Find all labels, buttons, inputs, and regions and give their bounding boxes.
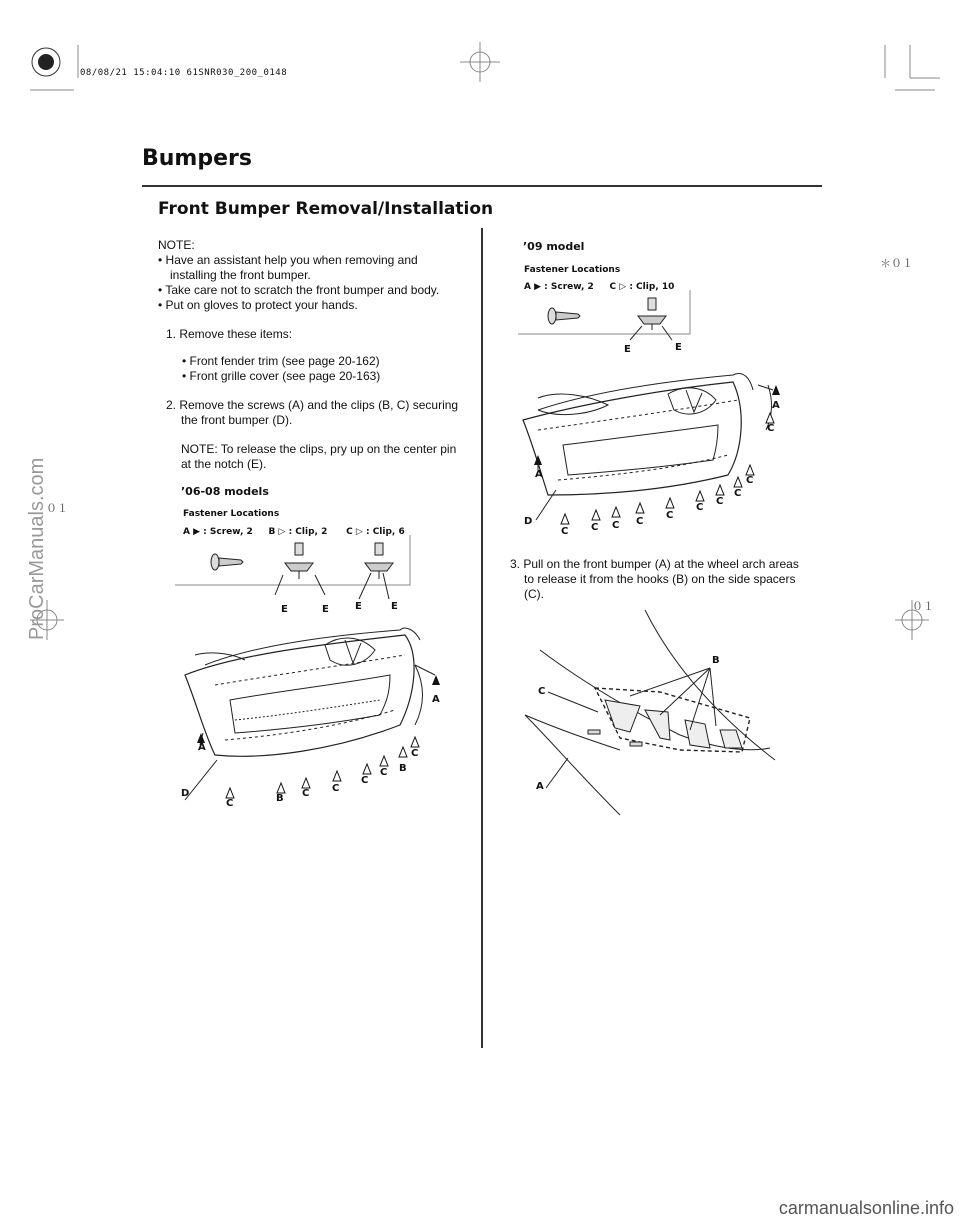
- clip-marker-icon: ▷: [619, 282, 627, 292]
- label-a: A: [535, 469, 543, 480]
- step-2-note: NOTE: To release the clips, pry up on the center pin: [181, 442, 457, 456]
- label-a: A: [536, 781, 544, 792]
- fig-0608-drawing: [175, 535, 475, 820]
- page-title: Front Bumper Removal/Installation: [158, 199, 494, 219]
- label-c: C: [411, 748, 419, 759]
- label-a: A: [198, 742, 206, 753]
- label-d: D: [181, 788, 190, 799]
- label-a: A: [432, 694, 440, 705]
- step-2-note-cont: at the notch (E).: [181, 457, 267, 471]
- note-block: [158, 238, 478, 313]
- step-3: 3. Pull on the front bumper (A) at the wheel arch areas: [510, 557, 799, 571]
- print-stamp: 08/08/21 15:04:10 61SNR030_200_0148: [80, 68, 288, 78]
- legend-b-text: : Clip, 2: [288, 527, 328, 537]
- label-c: C: [361, 775, 369, 786]
- step-1-item: • Front grille cover (see page 20-163): [182, 369, 381, 383]
- label-c: C: [746, 475, 754, 486]
- legend-b-letter: B: [268, 527, 276, 537]
- note-bullet: • Put on gloves to protect your hands.: [158, 298, 358, 312]
- column-divider: [481, 228, 483, 1048]
- fig-09-legend-title: Fastener Locations: [524, 265, 621, 275]
- label-e: E: [675, 342, 682, 353]
- legend-a-letter: A: [524, 282, 531, 292]
- step-1-item: • Front fender trim (see page 20-162): [182, 354, 380, 368]
- label-e: E: [281, 604, 288, 615]
- fig-0608-legend-title: Fastener Locations: [183, 509, 280, 519]
- step-2: 2. Remove the screws (A) and the clips (B, C) securing: [166, 398, 459, 412]
- clip-icon: [275, 543, 325, 595]
- header-rule: [142, 185, 822, 187]
- note-bullet-cont: installing the front bumper.: [170, 268, 311, 282]
- note-bullet: • Have an assistant help you when removing and: [158, 253, 418, 267]
- label-c: C: [332, 783, 340, 794]
- legend-c-text: : Clip, 6: [365, 527, 405, 537]
- label-b: B: [712, 655, 720, 666]
- screw-icon: [211, 554, 243, 570]
- margin-mark: ＊０１: [880, 257, 913, 270]
- note-label: NOTE:: [158, 238, 195, 252]
- screw-marker-icon: ▶: [534, 282, 542, 292]
- label-c: C: [696, 502, 704, 513]
- legend-a-letter: A: [183, 527, 190, 537]
- fig-09-heading: ’09 model: [523, 240, 585, 253]
- label-b: B: [276, 793, 284, 804]
- label-c: C: [734, 488, 742, 499]
- screw-icon: [548, 308, 580, 324]
- step-3-cont: to release it from the hooks (B) on the side spacers: [524, 572, 796, 586]
- note-bullet: • Take care not to scratch the front bumper and body.: [158, 283, 440, 297]
- label-e: E: [355, 601, 362, 612]
- footer-watermark: carmanualsonline.info: [778, 1198, 954, 1218]
- section-title: Bumpers: [142, 146, 252, 171]
- screw-marker-icon: ▶: [193, 527, 201, 537]
- label-c: C: [591, 522, 599, 533]
- fig-0608-heading: ’06-08 models: [181, 485, 269, 498]
- clip-marker-icon: ▷: [278, 527, 286, 537]
- fig-arch-drawing: [520, 600, 790, 820]
- label-e: E: [624, 344, 631, 355]
- label-c: C: [380, 767, 388, 778]
- side-watermark: ProCarManuals.com: [26, 457, 48, 640]
- label-c: C: [561, 526, 569, 537]
- legend-a-text: : Screw, 2: [203, 527, 253, 537]
- step-2-cont: the front bumper (D).: [181, 413, 293, 427]
- label-b: B: [399, 763, 407, 774]
- step-1: 1. Remove these items:: [166, 327, 293, 341]
- clip-icon: [359, 543, 393, 599]
- legend-c-letter: C: [609, 282, 617, 292]
- label-a: A: [772, 400, 780, 411]
- label-c: C: [716, 496, 724, 507]
- label-c: C: [636, 516, 644, 527]
- label-c: C: [767, 423, 775, 434]
- label-c: C: [226, 798, 234, 809]
- clip-marker-icon: ▷: [355, 527, 363, 537]
- label-c: C: [612, 520, 620, 531]
- label-c: C: [666, 510, 674, 521]
- label-e: E: [322, 604, 329, 615]
- margin-mark: ０１: [912, 600, 934, 613]
- label-d: D: [524, 516, 533, 527]
- legend-c-letter: C: [346, 527, 353, 537]
- step-3-cont: (C).: [524, 587, 544, 601]
- legend-c-text: : Clip, 10: [629, 282, 675, 292]
- margin-mark: ０１: [46, 502, 68, 515]
- label-c: C: [538, 686, 546, 697]
- label-c: C: [302, 788, 310, 799]
- legend-a-text: : Screw, 2: [544, 282, 594, 292]
- fig-09-drawing: [518, 290, 788, 540]
- label-e: E: [391, 601, 398, 612]
